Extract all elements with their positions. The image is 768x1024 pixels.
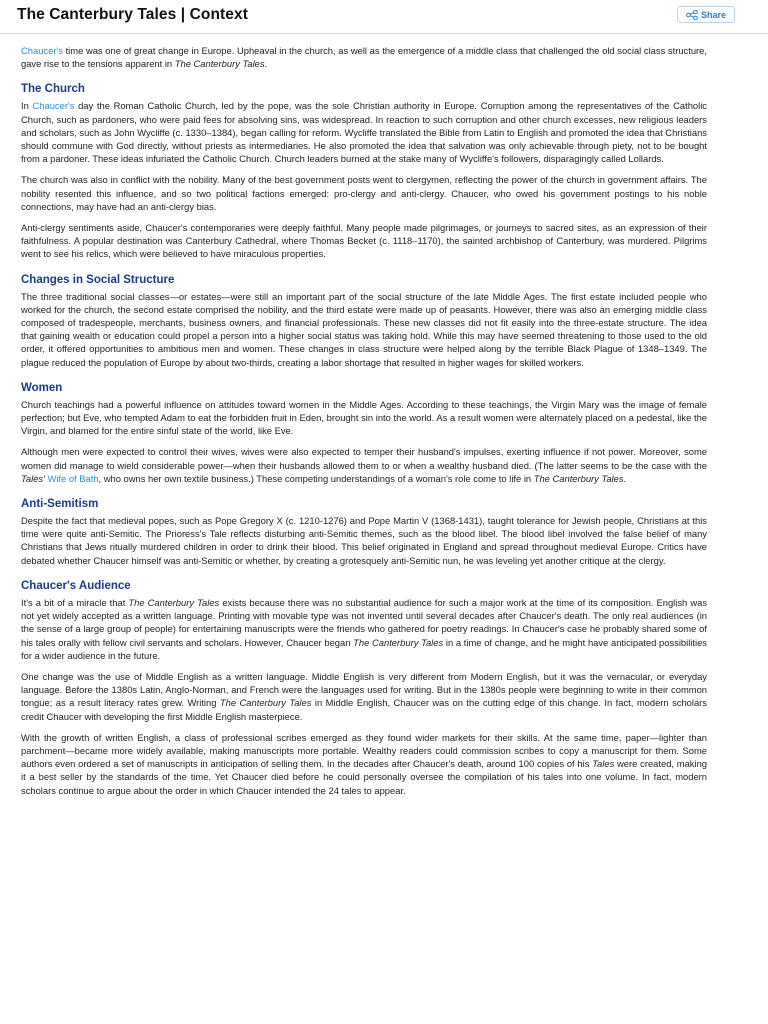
chaucer-link[interactable]: Chaucer's [32, 100, 75, 112]
wife-of-bath-link[interactable]: Wife of Bath [47, 472, 99, 484]
audience-paragraph-1: It's a bit of a miracle that The Canterbury Tales exists because there was no substantial audience for such a major work at the time of its composition. English was not yet widely accepted as a written language. Printing with movable type was not invented until several decades after Chaucer's death. The only real audiences (in the sense of a large group of people) for entertaining manuscripts were the friends who gathered for poetry readings. In Chaucer's case he probably shared some of his tales orally with fellow civil servants and scholars. However, Chaucer began The Canterbury Tales in a time of change, and he might have anticipated possibilities for a wider audience in the future. [21, 596, 708, 661]
women-paragraph-1: Church teachings had a powerful influence on attitudes toward women in the Middle Ages. According to these teachings, the Virgin Mary was the image of female perfection; but Eve, who tempted Adam to eat the forbidden fruit in Eden, brought sin into the world. As a result women were alternately placed on a pedestal, like the Virgin, and blamed for the entire sinful state of the world, like Eve. [21, 398, 707, 437]
chaucer-link[interactable]: Chaucer's [21, 45, 63, 56]
church-paragraph-1: In Chaucer's day the Roman Catholic Church, led by the pope, was the sole Christian authority in Europe. Corruption among the representatives of the Catholic Church, such as pardoners, who were paid fees for absolving sins, was widespread. In reaction to such corruption and other church excesses, new religious leaders and scholars, such as John Wycliffe (c. 1330–1384), began calling for reform. Wycliffe translated the Bible from Latin to English and promoted the idea that Christians should commune with God directly, without priests as intermediaries. He also promoted the idea that salvation was only achievable through piety, not to be bought from a pardoner. These ideas infuriated the Catholic Church. Church leaders burned at the stake many of Wycliffe's followers, disparagingly called Lollards. [21, 100, 707, 165]
page-header [0, 0, 768, 34]
article-body [21, 44, 707, 805]
section-heading-church: The Church [21, 83, 85, 96]
share-label: Share [700, 9, 726, 20]
section-heading-women: Women [21, 381, 63, 394]
church-paragraph-3: Anti-clergy sentiments aside, Chaucer's contemporaries were deeply faithful. Many people made pilgrimages, or journeys to sacred sites, as an expression of their faithfulness. A popular destination was Canterbury Cathedral, where Thomas Becket (c. 1118–1170), the sainted archbishop of Canterbury, was murdered. Pilgrims went to see his relics, which were believed to have miraculous properties. [21, 222, 707, 260]
church-paragraph-2: The church was also in conflict with the nobility. Many of the best government posts went to clergymen, reflecting the power of the church in government affairs. The nobility resented this influence, and so two political factions emerged: pro-clergy and anti-clergy. Chaucer, who owed his government postings to his noble connections, may have had an anti-clergy bias. [21, 174, 707, 212]
antisemitism-paragraph-1: Despite the fact that medieval popes, such as Pope Gregory X (c. 1210-1276) and Pope Martin V (1368-1431), taught tolerance for Jewish people, Christians at this time were quite anti-Semitic. The Prioress's Tale reflects disturbing anti-Semitic themes, such as the blood libel. The blood libel involved the false belief of many Christians that Jews ritually murdered children in order to drink their blood. This belief originated in England and spread throughout medieval Europe. Critics have debated whether Chaucer himself was anti-Semitic or whether, by creating a grotesquely anti-Semitic nun, he was leveling yet another critique at the clergy. [21, 515, 707, 566]
audience-paragraph-3: With the growth of written English, a class of professional scribes emerged as they found wider markets for their skills. At the same time, paper—lighter than parchment—became more widely available, making manuscripts more portable. Wealthy readers could commission scribes to copy a manuscript for them. Some authors even ordered a set of manuscripts in anticipation of selling them. In the decades after Chaucer's death, around 100 copies of his Tales were created, making it a best seller by the standards of the time. Yet Chaucer died before he could personally oversee the compilation of his tales into one volume. In fact, modern scholars continue to argue about the order in which Chaucer intended the 24 tales to appear. [21, 731, 708, 796]
share-button[interactable] [677, 6, 735, 23]
page-title: The Canterbury Tales | Context [17, 6, 248, 23]
share-nodes-icon [686, 10, 698, 20]
intro-paragraph: Chaucer's time was one of great change in Europe. Upheaval in the church, as well as the emergence of a middle class that challenged the old social class structure, gave rise to the tensions apparent in The Canterbury Tales. [21, 45, 707, 70]
section-heading-social-structure: Changes in Social Structure [21, 273, 175, 286]
section-heading-anti-semitism: Anti-Semitism [21, 498, 99, 511]
women-paragraph-2: Although men were expected to control their wives, wives were also expected to temper their husband's impulses, exerting influence if not power. Moreover, some women did manage to wield considerable power—when their husbands allowed them to or when a wealthy husband died. (The latter seems to be the case with the Tales' Wife of Bath, who owns her own textile business.) These competing understandings of a woman's role come to life in The Canterbury Tales. [21, 446, 707, 484]
audience-paragraph-2: One change was the use of Middle English as a written language. Middle English is very different from Modern English, but it was the vernacular, or everyday language. Before the 1380s Latin, Anglo-Norman, and French were the languages used for writing. But in the 1380s people were beginning to write in their common tongue; as a result literacy rates grew. Writing The Canterbury Tales in Middle English, Chaucer was on the cutting edge of this change. In fact, modern scholars credit Chaucer with developing the first Middle English masterpiece. [21, 670, 707, 722]
section-heading-audience: Chaucer's Audience [21, 579, 131, 592]
social-paragraph-1: The three traditional social classes—or estates—were still an important part of the social structure of the late Middle Ages. The first estate included people who worked for the church, the second estate comprised the nobility, and the third estate were made up of peasants. However, there was also an emerging middle class composed of tradespeople, merchants, business owners, and financial professionals. These new classes did not fit easily into the three-estate structure. The idea that gaining wealth or education could propel a person into a higher social status was taking hold. While this may have seemed threatening to those used to the old order, it offered opportunities to ambitious men and women. These changes in class structure were helped along by the terrible Black Plague of 1348–1349. The plague reduced the population of Europe by about two-thirds, creating a labor shortage that resulted in higher wages for skilled workers. [21, 290, 707, 368]
